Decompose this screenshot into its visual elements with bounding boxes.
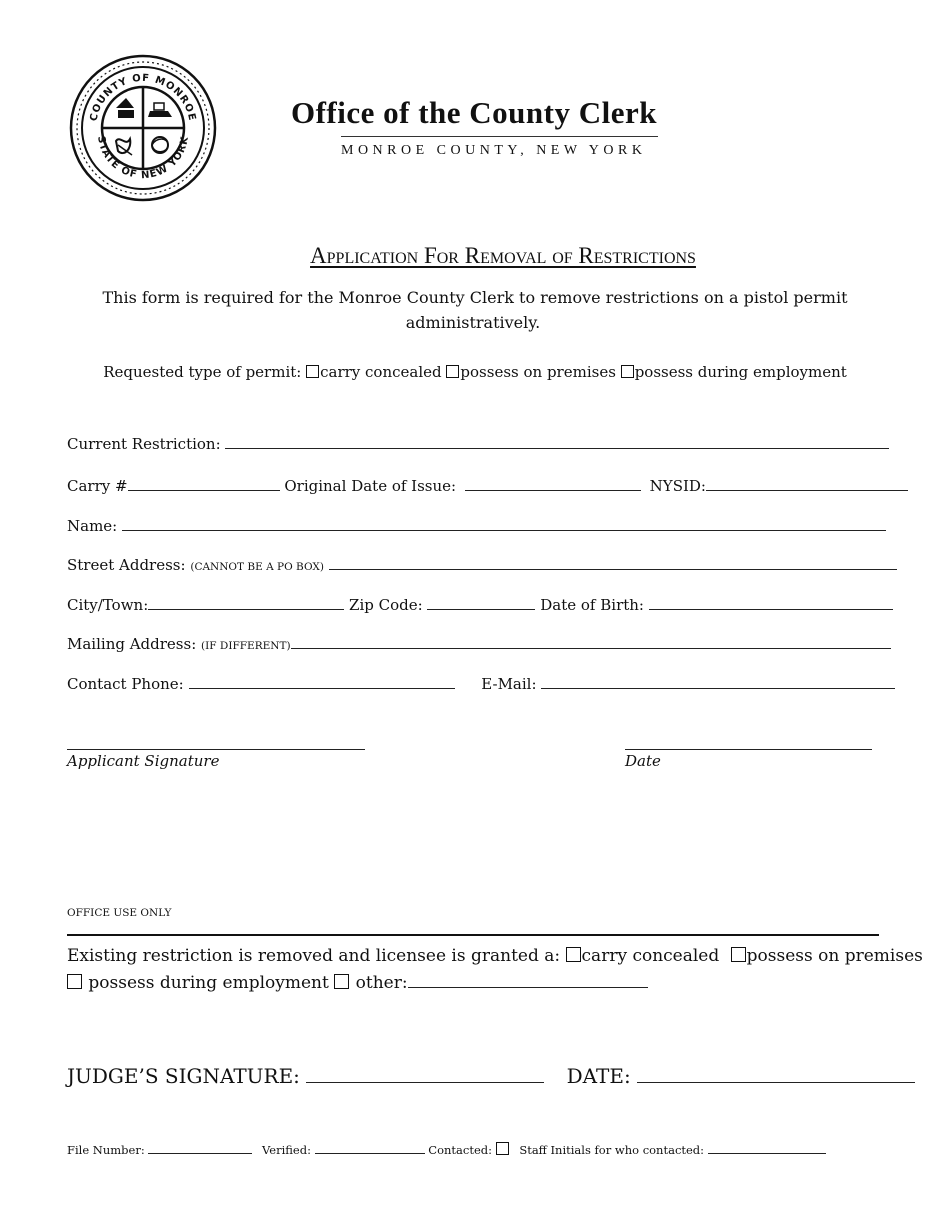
carry-row <box>67 476 908 495</box>
street-address-label: Street Address: <box>67 556 186 574</box>
judge-date-label: DATE: <box>566 1064 631 1088</box>
judge-signature-label: JUDGE’S SIGNATURE: <box>67 1064 300 1088</box>
svg-text:STATE OF NEW YORK: STATE OF NEW YORK <box>95 135 192 182</box>
form-title: Application For Removal of Restrictions <box>310 243 696 268</box>
office-other-label: other: <box>355 973 408 993</box>
mailing-address-label: Mailing Address: <box>67 635 197 653</box>
seal-graphic <box>68 53 218 203</box>
carry-number-label: Carry # <box>67 477 128 495</box>
judge-signature-field[interactable] <box>306 1064 544 1083</box>
permit-carry-label: carry concealed <box>320 363 442 381</box>
permit-employment-checkbox[interactable] <box>621 365 634 378</box>
mailing-address-note: (IF DIFFERENT) <box>201 640 291 652</box>
dob-field[interactable] <box>649 595 893 610</box>
current-restriction-field[interactable] <box>225 434 889 449</box>
office-other-field[interactable] <box>408 973 648 988</box>
original-date-label: Original Date of Issue: <box>284 477 457 495</box>
permit-possess-label: possess on premises <box>460 363 616 381</box>
permit-type-label: Requested type of permit: <box>103 363 302 381</box>
email-label: E-Mail: <box>481 675 537 693</box>
office-title: Office of the County Clerk <box>291 95 657 130</box>
granted-row-2 <box>67 973 648 993</box>
office-possess-label: possess on premises <box>746 946 923 966</box>
original-date-field[interactable] <box>465 476 641 491</box>
nysid-label: NYSID: <box>649 477 706 495</box>
nysid-field[interactable] <box>706 476 908 491</box>
intro-text-line1: This form is required for the Monroe County Clerk to remove restrictions on a pistol permit <box>102 288 848 307</box>
county-seal <box>68 53 218 203</box>
permit-possess-checkbox[interactable] <box>446 365 459 378</box>
verified-label: Verified: <box>262 1143 311 1157</box>
current-restriction-row <box>67 434 889 453</box>
office-employment-label: possess during employment <box>88 973 329 993</box>
applicant-date-field[interactable] <box>625 735 872 750</box>
office-subtitle: MONROE COUNTY, NEW YORK <box>341 143 647 158</box>
applicant-signature-field[interactable] <box>67 735 365 750</box>
svg-text:COUNTY OF MONROE: COUNTY OF MONROE <box>88 72 198 123</box>
staff-initials-field[interactable] <box>708 1143 826 1154</box>
judge-date-field[interactable] <box>637 1064 915 1083</box>
contact-row <box>67 674 895 693</box>
header-rule <box>341 136 658 137</box>
office-carry-label: carry concealed <box>581 946 720 966</box>
mailing-address-row <box>67 634 891 653</box>
contacted-checkbox[interactable] <box>496 1142 509 1155</box>
zip-label: Zip Code: <box>349 596 423 614</box>
office-carry-checkbox[interactable] <box>566 947 581 962</box>
mailing-address-field[interactable] <box>291 634 891 649</box>
judge-row <box>67 1064 915 1088</box>
zip-field[interactable] <box>427 595 535 610</box>
current-restriction-label: Current Restriction: <box>67 435 221 453</box>
phone-label: Contact Phone: <box>67 675 184 693</box>
permit-carry-checkbox[interactable] <box>306 365 319 378</box>
street-address-field[interactable] <box>329 555 897 570</box>
street-address-row <box>67 555 897 574</box>
verified-field[interactable] <box>315 1143 425 1154</box>
granted-text: Existing restriction is removed and licensee is granted a: <box>67 946 561 966</box>
contacted-label: Contacted: <box>428 1143 493 1157</box>
file-row <box>67 1142 826 1157</box>
file-number-field[interactable] <box>148 1143 252 1154</box>
applicant-signature-label: Applicant Signature <box>67 752 220 770</box>
office-use-rule <box>67 934 879 936</box>
phone-field[interactable] <box>189 674 455 689</box>
granted-row <box>67 946 923 966</box>
applicant-date-label: Date <box>625 752 661 770</box>
email-field[interactable] <box>541 674 895 689</box>
city-label: City/Town: <box>67 596 149 614</box>
name-label: Name: <box>67 517 118 535</box>
name-field[interactable] <box>122 516 886 531</box>
office-use-heading: OFFICE USE ONLY <box>67 907 172 919</box>
staff-initials-label: Staff Initials for who contacted: <box>519 1143 705 1157</box>
permit-type-row <box>0 363 950 381</box>
city-field[interactable] <box>148 595 344 610</box>
file-number-label: File Number: <box>67 1143 145 1157</box>
city-row <box>67 595 893 614</box>
office-possess-checkbox[interactable] <box>731 947 746 962</box>
office-other-checkbox[interactable] <box>334 974 349 989</box>
intro-text-line2: administratively. <box>405 313 541 332</box>
street-address-note: (CANNOT BE A PO BOX) <box>190 561 324 573</box>
office-employment-checkbox[interactable] <box>67 974 82 989</box>
name-row <box>67 516 886 535</box>
carry-number-field[interactable] <box>128 476 280 491</box>
dob-label: Date of Birth: <box>540 596 644 614</box>
permit-employment-label: possess during employment <box>634 363 847 381</box>
